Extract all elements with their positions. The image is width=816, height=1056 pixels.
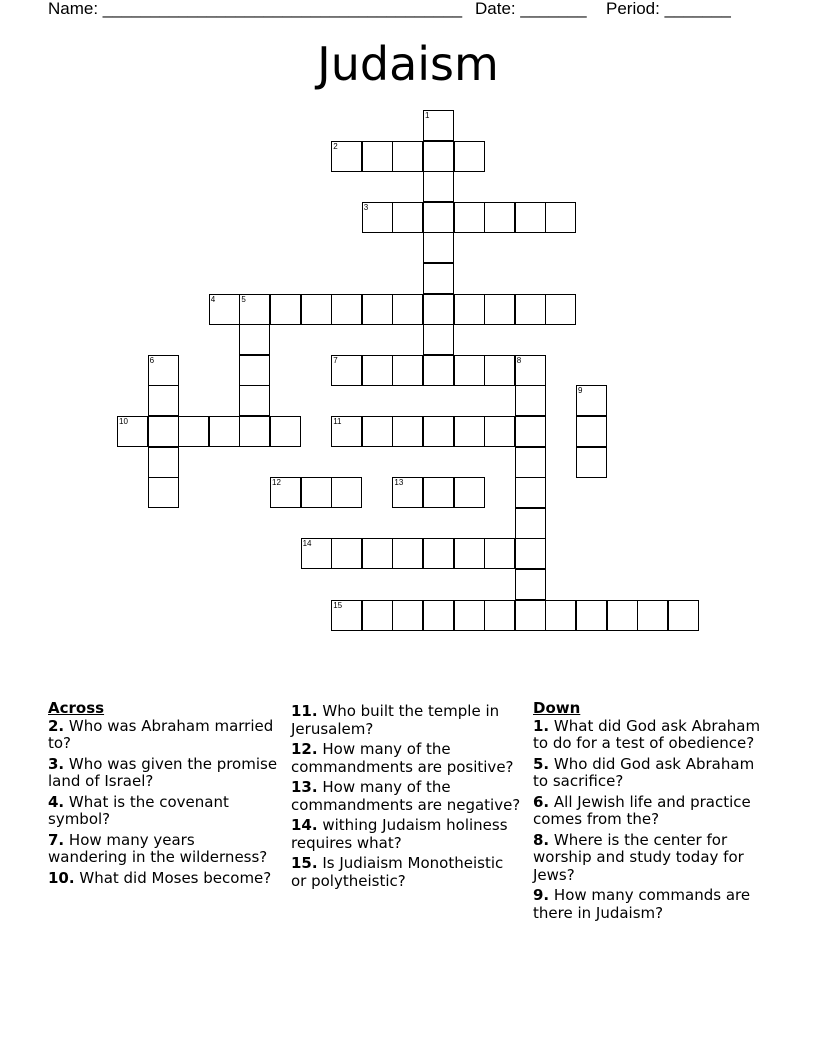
- crossword-cell[interactable]: [301, 294, 332, 325]
- crossword-cell[interactable]: [484, 294, 515, 325]
- crossword-cell[interactable]: [576, 385, 607, 416]
- crossword-cell[interactable]: [423, 324, 454, 355]
- crossword-cell[interactable]: [270, 416, 301, 447]
- crossword-cell[interactable]: [392, 416, 423, 447]
- crossword-cell[interactable]: [423, 477, 454, 508]
- clue-number: 8.: [533, 830, 550, 849]
- crossword-cell[interactable]: [392, 294, 423, 325]
- crossword-cell[interactable]: [148, 385, 179, 416]
- clue-item: [48, 832, 278, 867]
- crossword-cell[interactable]: [454, 416, 485, 447]
- crossword-cell[interactable]: [209, 416, 240, 447]
- name-field-label: Name: ______________________________________: [48, 0, 463, 18]
- crossword-cell[interactable]: [301, 477, 332, 508]
- crossword-cell[interactable]: [576, 600, 607, 631]
- date-field-label: Date: _______: [475, 0, 587, 18]
- cell-number: 5: [241, 294, 246, 304]
- clue-number: 11.: [291, 702, 318, 720]
- cell-number: 3: [363, 202, 369, 212]
- crossword-cell[interactable]: [239, 355, 270, 386]
- clue-item: [48, 756, 278, 791]
- crossword-cell[interactable]: [148, 416, 179, 447]
- crossword-cell[interactable]: [178, 416, 209, 447]
- crossword-cell[interactable]: [515, 202, 546, 233]
- clue-number: 6.: [533, 792, 550, 811]
- crossword-cell[interactable]: [423, 232, 454, 263]
- cell-number: 1: [425, 111, 430, 120]
- clue-text: withing Judaism holiness requires what?: [291, 816, 508, 852]
- crossword-cell[interactable]: [484, 600, 515, 631]
- crossword-cell[interactable]: [423, 171, 454, 202]
- crossword-cell[interactable]: [148, 477, 179, 508]
- clue-number: 7.: [48, 830, 65, 849]
- clue-number: 2.: [48, 716, 65, 735]
- crossword-cell[interactable]: [454, 538, 485, 569]
- cell-number: 11: [333, 417, 342, 426]
- cell-number: 15: [333, 600, 343, 610]
- crossword-cell[interactable]: [270, 477, 301, 508]
- crossword-cell[interactable]: [576, 447, 607, 478]
- clue-item: [533, 794, 763, 829]
- crossword-cell[interactable]: [362, 202, 393, 233]
- cell-number: 10: [119, 417, 128, 426]
- crossword-cell[interactable]: [668, 600, 699, 631]
- cell-number: 8: [516, 355, 522, 365]
- clue-number: 12.: [291, 740, 318, 758]
- crossword-cell[interactable]: [515, 355, 546, 386]
- crossword-cell[interactable]: [423, 355, 454, 386]
- clue-text: What did God ask Abraham to do for a test of obedience?: [533, 716, 761, 752]
- crossword-cell[interactable]: [331, 538, 362, 569]
- clue-item: [48, 794, 278, 829]
- cell-number: 14: [302, 539, 312, 549]
- crossword-cell[interactable]: [607, 600, 638, 631]
- clue-text: Who was Abraham married to?: [48, 716, 274, 752]
- crossword-cell[interactable]: [484, 355, 515, 386]
- clue-item: [533, 756, 763, 791]
- crossword-cell[interactable]: [545, 294, 576, 325]
- clue-item: [533, 718, 763, 753]
- crossword-cell[interactable]: [148, 355, 179, 386]
- crossword-cell[interactable]: [239, 294, 270, 325]
- crossword-cell[interactable]: [423, 141, 454, 172]
- clue-item: [291, 741, 521, 776]
- clue-number: 13.: [291, 778, 318, 796]
- crossword-cell[interactable]: [515, 294, 546, 325]
- clue-number: 10.: [48, 868, 75, 887]
- crossword-cell[interactable]: [515, 538, 546, 569]
- crossword-cell[interactable]: [545, 600, 576, 631]
- clue-text: How many of the commandments are negative?: [291, 778, 521, 814]
- crossword-cell[interactable]: [423, 538, 454, 569]
- clue-item: [48, 718, 278, 753]
- clue-number: 14.: [291, 816, 318, 834]
- cell-number: 4: [210, 294, 216, 304]
- crossword-cell[interactable]: [454, 141, 485, 172]
- crossword-cell[interactable]: [362, 416, 393, 447]
- crossword-cell[interactable]: [331, 355, 362, 386]
- crossword-cell[interactable]: [576, 416, 607, 447]
- crossword-cell[interactable]: [117, 416, 148, 447]
- clue-text: Who built the temple in Jerusalem?: [291, 702, 500, 738]
- crossword-cell[interactable]: [362, 538, 393, 569]
- crossword-cell[interactable]: [454, 355, 485, 386]
- crossword-cell[interactable]: [515, 416, 546, 447]
- crossword-cell[interactable]: [423, 294, 454, 325]
- crossword-cell[interactable]: [392, 202, 423, 233]
- crossword-cell[interactable]: [515, 508, 546, 539]
- crossword-cell[interactable]: [362, 600, 393, 631]
- page-title: Judaism: [317, 37, 499, 91]
- clue-item: [291, 855, 521, 890]
- clue-item: [533, 832, 763, 885]
- crossword-cell[interactable]: [423, 110, 454, 141]
- crossword-cell[interactable]: [392, 141, 423, 172]
- crossword-cell[interactable]: [423, 416, 454, 447]
- crossword-cell[interactable]: [331, 294, 362, 325]
- crossword-cell[interactable]: [423, 263, 454, 294]
- clue-item: [291, 703, 521, 738]
- clue-number: 4.: [48, 792, 65, 811]
- cell-number: 12: [272, 478, 281, 488]
- crossword-cell[interactable]: [392, 355, 423, 386]
- crossword-cell[interactable]: [484, 202, 515, 233]
- clue-number: 1.: [533, 716, 550, 735]
- crossword-cell[interactable]: [484, 538, 515, 569]
- clue-text: What is the covenant symbol?: [48, 792, 229, 828]
- crossword-cell[interactable]: [301, 538, 332, 569]
- crossword-cell[interactable]: [637, 600, 668, 631]
- clue-text: All Jewish life and practice comes from the?: [533, 792, 751, 828]
- clue-number: 9.: [533, 886, 550, 904]
- clue-item: [48, 870, 278, 888]
- crossword-cell[interactable]: [423, 600, 454, 631]
- crossword-cell[interactable]: [515, 569, 546, 600]
- crossword-cell[interactable]: [392, 600, 423, 631]
- clue-text: Who was given the promise land of Israel?: [48, 754, 278, 790]
- crossword-cell[interactable]: [362, 355, 393, 386]
- crossword-cell[interactable]: [331, 416, 362, 447]
- crossword-cell[interactable]: [515, 447, 546, 478]
- crossword-cell[interactable]: [515, 477, 546, 508]
- clues-column-1: [48, 700, 278, 890]
- crossword-cell[interactable]: [392, 538, 423, 569]
- crossword-cell[interactable]: [239, 416, 270, 447]
- crossword-cell[interactable]: [545, 202, 576, 233]
- cell-number: 9: [578, 386, 583, 396]
- clue-number: 5.: [533, 754, 550, 773]
- clue-item: [533, 887, 763, 922]
- cell-number: 13: [394, 478, 404, 488]
- cell-number: 7: [333, 355, 338, 365]
- crossword-cell[interactable]: [423, 202, 454, 233]
- crossword-cell[interactable]: [515, 385, 546, 416]
- clue-number: 15.: [291, 854, 318, 872]
- clue-text: Where is the center for worship and study today for Jews?: [533, 830, 744, 884]
- cell-number: 2: [333, 141, 338, 151]
- clue-text: How many years wandering in the wilderness?: [48, 830, 268, 866]
- crossword-cell[interactable]: [209, 294, 240, 325]
- clues-column-2: [291, 703, 521, 893]
- clue-number: 3.: [48, 754, 65, 773]
- crossword-cell[interactable]: [331, 600, 362, 631]
- clue-text: How many commands are there in Judaism?: [533, 886, 751, 922]
- clues-column-3: [533, 700, 763, 925]
- crossword-cell[interactable]: [454, 202, 485, 233]
- crossword-cell[interactable]: [454, 600, 485, 631]
- crossword-cell[interactable]: [270, 294, 301, 325]
- crossword-cell[interactable]: [331, 477, 362, 508]
- clue-text: Is Judiaism Monotheistic or polytheistic?: [291, 854, 504, 890]
- crossword-cell[interactable]: [454, 294, 485, 325]
- down-heading: Down: [533, 699, 581, 717]
- crossword-cell[interactable]: [362, 294, 393, 325]
- crossword-cell[interactable]: [515, 600, 546, 631]
- clue-text: How many of the commandments are positive?: [291, 740, 514, 776]
- crossword-cell[interactable]: [239, 385, 270, 416]
- crossword-cell[interactable]: [148, 447, 179, 478]
- cell-number: 6: [149, 355, 155, 365]
- clue-item: [291, 779, 521, 814]
- clue-item: [291, 817, 521, 852]
- clue-text: What did Moses become?: [79, 868, 272, 887]
- crossword-cell[interactable]: [392, 477, 423, 508]
- crossword-cell[interactable]: [454, 477, 485, 508]
- across-heading: Across: [48, 699, 105, 717]
- crossword-cell[interactable]: [484, 416, 515, 447]
- crossword-cell[interactable]: [239, 324, 270, 355]
- clue-text: Who did God ask Abraham to sacrifice?: [533, 754, 755, 790]
- period-field-label: Period: _______: [606, 0, 731, 18]
- crossword-cell[interactable]: [362, 141, 393, 172]
- crossword-cell[interactable]: [331, 141, 362, 172]
